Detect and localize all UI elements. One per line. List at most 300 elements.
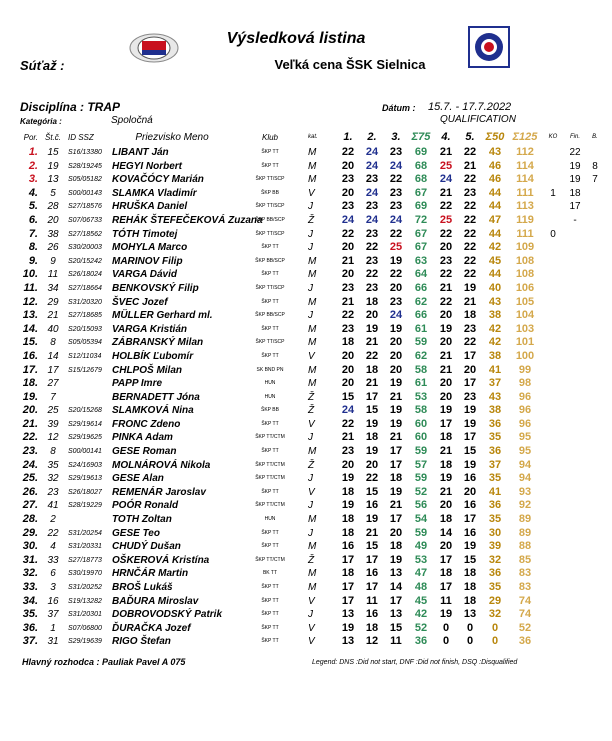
sum-50: 37 — [488, 458, 502, 471]
club: ŠKP BB/SCP — [255, 216, 285, 223]
sum-75: 61 — [414, 377, 428, 390]
round-3: 17 — [389, 458, 403, 471]
round-3: 20 — [389, 349, 403, 362]
position: 19. — [22, 390, 38, 403]
shooter-name: MARINOV Filip — [112, 255, 183, 267]
round-1: 23 — [341, 200, 355, 213]
round-2: 15 — [365, 540, 379, 553]
position: 18. — [22, 377, 38, 390]
category: J — [308, 609, 313, 621]
shooter-name: CHLPOŠ Milan — [112, 364, 183, 376]
round-3: 18 — [389, 472, 403, 485]
club: ŠKP TT/SCP — [255, 203, 285, 210]
round-2: 15 — [365, 485, 379, 498]
barrage — [586, 336, 604, 350]
category: M — [308, 160, 317, 172]
barrage — [586, 241, 604, 255]
sum-125: 96 — [518, 390, 532, 403]
round-1: 22 — [341, 146, 355, 158]
sum-75: 69 — [414, 146, 428, 158]
ssz-id: S31/20301 — [68, 611, 102, 619]
ko — [542, 404, 564, 418]
sum-125: 99 — [518, 363, 532, 376]
barrage — [586, 364, 604, 378]
round-5: 22 — [463, 146, 477, 158]
final — [564, 282, 586, 296]
ssz-id: S00/00143 — [68, 189, 102, 197]
sum-50: 45 — [488, 254, 502, 267]
sum-125: 113 — [516, 200, 534, 213]
position: 37. — [22, 635, 38, 648]
ko — [542, 486, 564, 500]
table-row — [14, 554, 604, 568]
ssz-id: S26/18024 — [68, 271, 102, 279]
ko — [542, 554, 564, 568]
round-1: 20 — [341, 458, 355, 471]
club: ŠKP TT/SCP — [255, 230, 285, 237]
final — [564, 622, 586, 636]
round-5: 16 — [463, 472, 477, 485]
start-number: 32 — [47, 473, 59, 485]
sum-50: 29 — [488, 594, 502, 607]
round-5: 22 — [463, 268, 477, 281]
sum-125: 96 — [518, 417, 532, 430]
sum-75: 59 — [414, 445, 428, 458]
sum-50: 47 — [488, 213, 502, 226]
round-5: 22 — [463, 173, 477, 186]
shooter-name: LIBANT Ján — [112, 147, 169, 158]
barrage — [586, 527, 604, 541]
round-4: 21 — [439, 445, 453, 458]
round-4: 18 — [439, 458, 453, 471]
round-2: 24 — [365, 186, 379, 199]
round-3: 22 — [389, 173, 403, 186]
category: M — [308, 255, 317, 267]
round-2: 19 — [365, 445, 379, 458]
table-row — [14, 241, 604, 255]
table-row — [14, 581, 604, 595]
club: BK TT — [262, 570, 278, 577]
position: 10. — [22, 268, 38, 281]
sum-50: 42 — [488, 336, 502, 349]
sum-75: 67 — [414, 227, 428, 240]
position: 27. — [22, 499, 38, 512]
barrage: 7 — [592, 174, 598, 186]
round-1: 23 — [341, 281, 355, 294]
final — [564, 418, 586, 432]
ko — [542, 595, 564, 609]
final — [564, 404, 586, 418]
table-row — [14, 268, 604, 282]
club: ŠKP BB — [261, 189, 279, 196]
page-title: Výsledková listina — [226, 30, 366, 47]
table-row — [14, 364, 604, 378]
shooter-name: PINKA Adam — [112, 432, 173, 444]
start-number: 12 — [47, 432, 59, 444]
position: 25. — [22, 472, 38, 485]
event-name: Veľká cena ŠSK Sielnica — [274, 57, 426, 72]
round-1: 21 — [341, 431, 355, 444]
sum-75: 59 — [414, 472, 428, 485]
position: 35. — [22, 608, 38, 621]
round-1: 20 — [341, 377, 355, 390]
start-number: 1 — [50, 622, 56, 634]
club: ŠKP TT/CTM — [255, 475, 285, 482]
start-number: 20 — [47, 214, 59, 226]
start-number: 25 — [47, 405, 59, 417]
sum-125: 105 — [515, 295, 535, 308]
position: 16. — [22, 349, 38, 362]
ssz-id: S12/11034 — [68, 352, 102, 360]
sum-50: 42 — [488, 241, 502, 254]
table-row — [14, 486, 604, 500]
round-1: 18 — [341, 567, 355, 580]
start-number: 17 — [47, 364, 59, 376]
final — [564, 255, 586, 269]
sum-50: 36 — [488, 445, 502, 458]
sum-125: 88 — [518, 540, 532, 553]
round-4: 21 — [439, 146, 453, 158]
position: 5. — [28, 200, 38, 213]
round-1: 23 — [341, 322, 355, 335]
sum-75: 54 — [414, 513, 428, 526]
shooter-name: DOBROVODSKÝ Patrik — [112, 609, 223, 621]
category: M — [308, 337, 317, 349]
round-2: 22 — [365, 472, 379, 485]
club: ŠKP TT — [261, 149, 279, 155]
final — [564, 527, 586, 541]
barrage — [586, 296, 604, 310]
sum-75: 66 — [414, 309, 428, 322]
sum-75: 62 — [414, 295, 428, 308]
category: M — [308, 514, 317, 526]
round-5: 19 — [463, 417, 477, 430]
sum-50: 46 — [488, 159, 502, 172]
sum-50: 44 — [488, 186, 502, 199]
category-label: Kategória : — [20, 117, 62, 126]
club: ŠKP TT — [261, 271, 279, 278]
start-number: 15 — [47, 147, 59, 158]
round-3: 19 — [389, 553, 403, 566]
sum-50: 44 — [488, 200, 502, 213]
start-number: 33 — [47, 554, 59, 566]
round-2: 18 — [365, 363, 379, 376]
start-number: 39 — [47, 418, 59, 430]
position: 33. — [22, 581, 38, 593]
round-1: 17 — [341, 581, 355, 593]
position: 14. — [22, 322, 38, 335]
club: HUN — [264, 516, 276, 523]
shooter-name: HEGYI Norbert — [112, 160, 183, 172]
sum-50: 0 — [491, 621, 499, 634]
ssz-id: S30/20003 — [68, 244, 102, 252]
ko — [542, 350, 564, 364]
category: Ž — [308, 214, 315, 226]
round-5: 17 — [463, 349, 477, 362]
round-2: 21 — [365, 377, 379, 390]
ko — [542, 146, 564, 160]
club: ŠKP TT/SCP — [255, 284, 285, 291]
sum-125: 106 — [515, 281, 535, 294]
final — [564, 608, 586, 622]
round-4: 0 — [442, 621, 450, 634]
round-3: 24 — [389, 213, 403, 226]
ssz-id: S19/13282 — [68, 597, 102, 605]
start-number: 11 — [47, 269, 59, 281]
round-5: 19 — [463, 404, 477, 417]
sum-50: 36 — [488, 499, 502, 512]
position: 21. — [22, 417, 38, 430]
final — [564, 309, 586, 323]
ssz-id: S26/18027 — [68, 488, 102, 496]
round-2: 23 — [365, 254, 379, 267]
category-value: Spoločná — [111, 115, 153, 126]
barrage — [586, 608, 604, 622]
club: ŠKP BB — [261, 407, 279, 414]
start-number: 19 — [47, 160, 59, 172]
position: 32. — [22, 567, 38, 580]
round-1: 23 — [341, 445, 355, 458]
category: V — [308, 486, 315, 498]
sum-125: 89 — [518, 526, 532, 539]
round-2: 19 — [365, 513, 379, 526]
sum-125: 94 — [518, 472, 532, 485]
round-2: 23 — [365, 173, 379, 186]
position: 34. — [22, 594, 38, 607]
sum-125: 119 — [516, 213, 534, 226]
round-4: 20 — [439, 309, 453, 322]
round-4: 22 — [439, 200, 453, 213]
col-por: Por. — [23, 133, 38, 143]
club: HUN — [264, 393, 276, 400]
shooter-name: FRONC Zdeno — [112, 418, 181, 430]
shooter-name: MOLNÁROVÁ Nikola — [112, 459, 211, 471]
barrage — [586, 255, 604, 269]
round-2: 18 — [365, 431, 379, 444]
start-number: 40 — [47, 323, 59, 335]
shooter-name: POÓR Ronald — [112, 500, 179, 512]
round-5: 17 — [463, 377, 477, 390]
col-r2: 2. — [367, 131, 377, 144]
club: HUN — [264, 380, 276, 387]
sum-75: 67 — [414, 186, 428, 199]
round-1: 20 — [341, 349, 355, 362]
sum-75: 72 — [414, 213, 428, 226]
round-1: 24 — [341, 404, 355, 417]
start-number: 27 — [47, 378, 59, 390]
round-1: 13 — [341, 635, 355, 648]
round-5: 23 — [463, 186, 477, 199]
club: ŠKP TT — [261, 543, 279, 550]
ko — [542, 445, 564, 459]
position: 29. — [22, 526, 38, 539]
round-5: 21 — [463, 295, 477, 308]
table-row — [14, 445, 604, 459]
category: V — [308, 636, 315, 648]
position: 36. — [22, 621, 38, 634]
round-4: 25 — [439, 213, 453, 226]
round-4: 19 — [439, 472, 453, 485]
round-1: 13 — [341, 608, 355, 621]
round-3: 19 — [389, 485, 403, 498]
sum-125: 111 — [516, 186, 534, 199]
start-number: 38 — [47, 228, 59, 240]
round-3: 11 — [390, 635, 402, 648]
barrage — [586, 554, 604, 568]
round-2: 20 — [365, 309, 379, 322]
barrage — [586, 581, 604, 595]
sum-125: 93 — [518, 485, 532, 498]
ko — [542, 160, 564, 174]
ssz-id: S28/19245 — [68, 162, 102, 170]
club: ŠKP TT — [261, 420, 279, 427]
col-name: Priezvisko Meno — [135, 132, 209, 144]
round-5: 17 — [463, 513, 477, 526]
category: V — [308, 622, 315, 634]
round-4: 18 — [439, 567, 453, 580]
ssz-id: S27/18576 — [68, 203, 102, 211]
round-3: 20 — [389, 281, 403, 294]
start-number: 35 — [47, 459, 59, 471]
position: 17. — [22, 363, 38, 376]
ko — [542, 418, 564, 432]
final — [564, 459, 586, 473]
club: ŠKP BB/SCP — [255, 312, 285, 319]
col-id: ID SSZ — [68, 133, 94, 143]
date-value: 15.7. - 17.7.2022 — [428, 101, 512, 113]
table-row — [14, 173, 604, 187]
start-number: 8 — [50, 337, 56, 349]
table-row — [14, 350, 604, 364]
category: M — [308, 378, 317, 390]
table-row — [14, 404, 604, 418]
category: V — [308, 187, 315, 199]
position: 2. — [28, 159, 38, 172]
round-5: 13 — [463, 608, 477, 621]
category: M — [308, 174, 317, 186]
barrage — [586, 418, 604, 432]
category: M — [308, 446, 317, 458]
ssz-id: S29/19625 — [68, 434, 102, 442]
position: 7. — [28, 227, 38, 240]
sum-75: 59 — [414, 336, 428, 349]
position: 9. — [28, 254, 38, 267]
sum-75: 59 — [414, 526, 428, 539]
start-number: 4 — [50, 541, 56, 553]
round-4: 18 — [439, 513, 453, 526]
barrage — [586, 472, 604, 486]
final — [564, 635, 586, 649]
round-5: 22 — [463, 227, 477, 240]
table-row — [14, 513, 604, 527]
ko — [542, 173, 564, 187]
barrage — [586, 445, 604, 459]
round-5: 16 — [463, 499, 477, 512]
ssz-id — [68, 391, 112, 405]
category: J — [308, 432, 313, 444]
round-4: 20 — [439, 241, 453, 254]
round-4: 22 — [439, 295, 453, 308]
round-1: 22 — [341, 417, 355, 430]
barrage — [586, 146, 604, 160]
ko — [542, 635, 564, 649]
ko — [542, 255, 564, 269]
start-number: 9 — [50, 255, 56, 267]
sum-75: 45 — [414, 594, 428, 607]
ko — [542, 241, 564, 255]
sum-125: 100 — [515, 349, 535, 362]
ssz-id: S20/15242 — [68, 257, 102, 265]
start-number: 34 — [47, 282, 59, 294]
sum-50: 32 — [488, 608, 502, 621]
sum-125: 95 — [518, 431, 532, 444]
sum-75: 63 — [414, 254, 428, 267]
table-row — [14, 187, 604, 201]
sum-75: 56 — [414, 499, 428, 512]
sum-50: 0 — [491, 635, 499, 648]
ko — [542, 268, 564, 282]
position: 30. — [22, 540, 38, 553]
sum-125: 85 — [518, 553, 532, 566]
ssz-id: S27/18685 — [68, 312, 102, 320]
round-2: 15 — [365, 404, 379, 417]
round-5: 17 — [463, 431, 477, 444]
ssz-id: S31/20254 — [68, 529, 102, 537]
final: 18 — [569, 187, 581, 199]
round-1: 21 — [341, 295, 355, 308]
ko — [542, 567, 564, 581]
sum-125: 92 — [518, 499, 532, 512]
table-row — [14, 336, 604, 350]
table-row — [14, 200, 604, 214]
club: ŠKP TT — [261, 624, 279, 631]
table-row — [14, 309, 604, 323]
final: 19 — [569, 174, 581, 186]
club: ŠKP TT — [261, 162, 279, 169]
ssz-id: S27/18773 — [68, 556, 102, 564]
category: M — [308, 582, 317, 593]
start-number: 2 — [50, 514, 56, 526]
round-3: 23 — [389, 295, 403, 308]
sum-50: 38 — [488, 404, 502, 417]
round-3: 19 — [389, 254, 403, 267]
round-2: 19 — [365, 322, 379, 335]
round-4: 20 — [439, 336, 453, 349]
ssz-id: S29/19613 — [68, 475, 102, 483]
barrage — [586, 377, 604, 391]
sum-50: 44 — [488, 227, 502, 240]
barrage — [586, 228, 604, 242]
final: 19 — [569, 160, 581, 172]
sum-75: 62 — [414, 349, 428, 362]
round-3: 19 — [389, 417, 403, 430]
sum-125: 114 — [516, 159, 534, 172]
round-3: 21 — [389, 499, 403, 512]
round-3: 17 — [389, 594, 403, 607]
round-4: 19 — [439, 608, 453, 621]
ssz-id: S24/16903 — [68, 461, 102, 469]
table-row — [14, 391, 604, 405]
results-table — [14, 130, 604, 649]
position: 8. — [28, 241, 38, 254]
position: 6. — [28, 213, 38, 226]
round-5: 22 — [463, 241, 477, 254]
category: V — [308, 418, 315, 430]
round-5: 20 — [463, 485, 477, 498]
ssz-id: S07/06800 — [68, 624, 102, 632]
start-number: 14 — [47, 350, 59, 362]
category: J — [308, 228, 313, 240]
